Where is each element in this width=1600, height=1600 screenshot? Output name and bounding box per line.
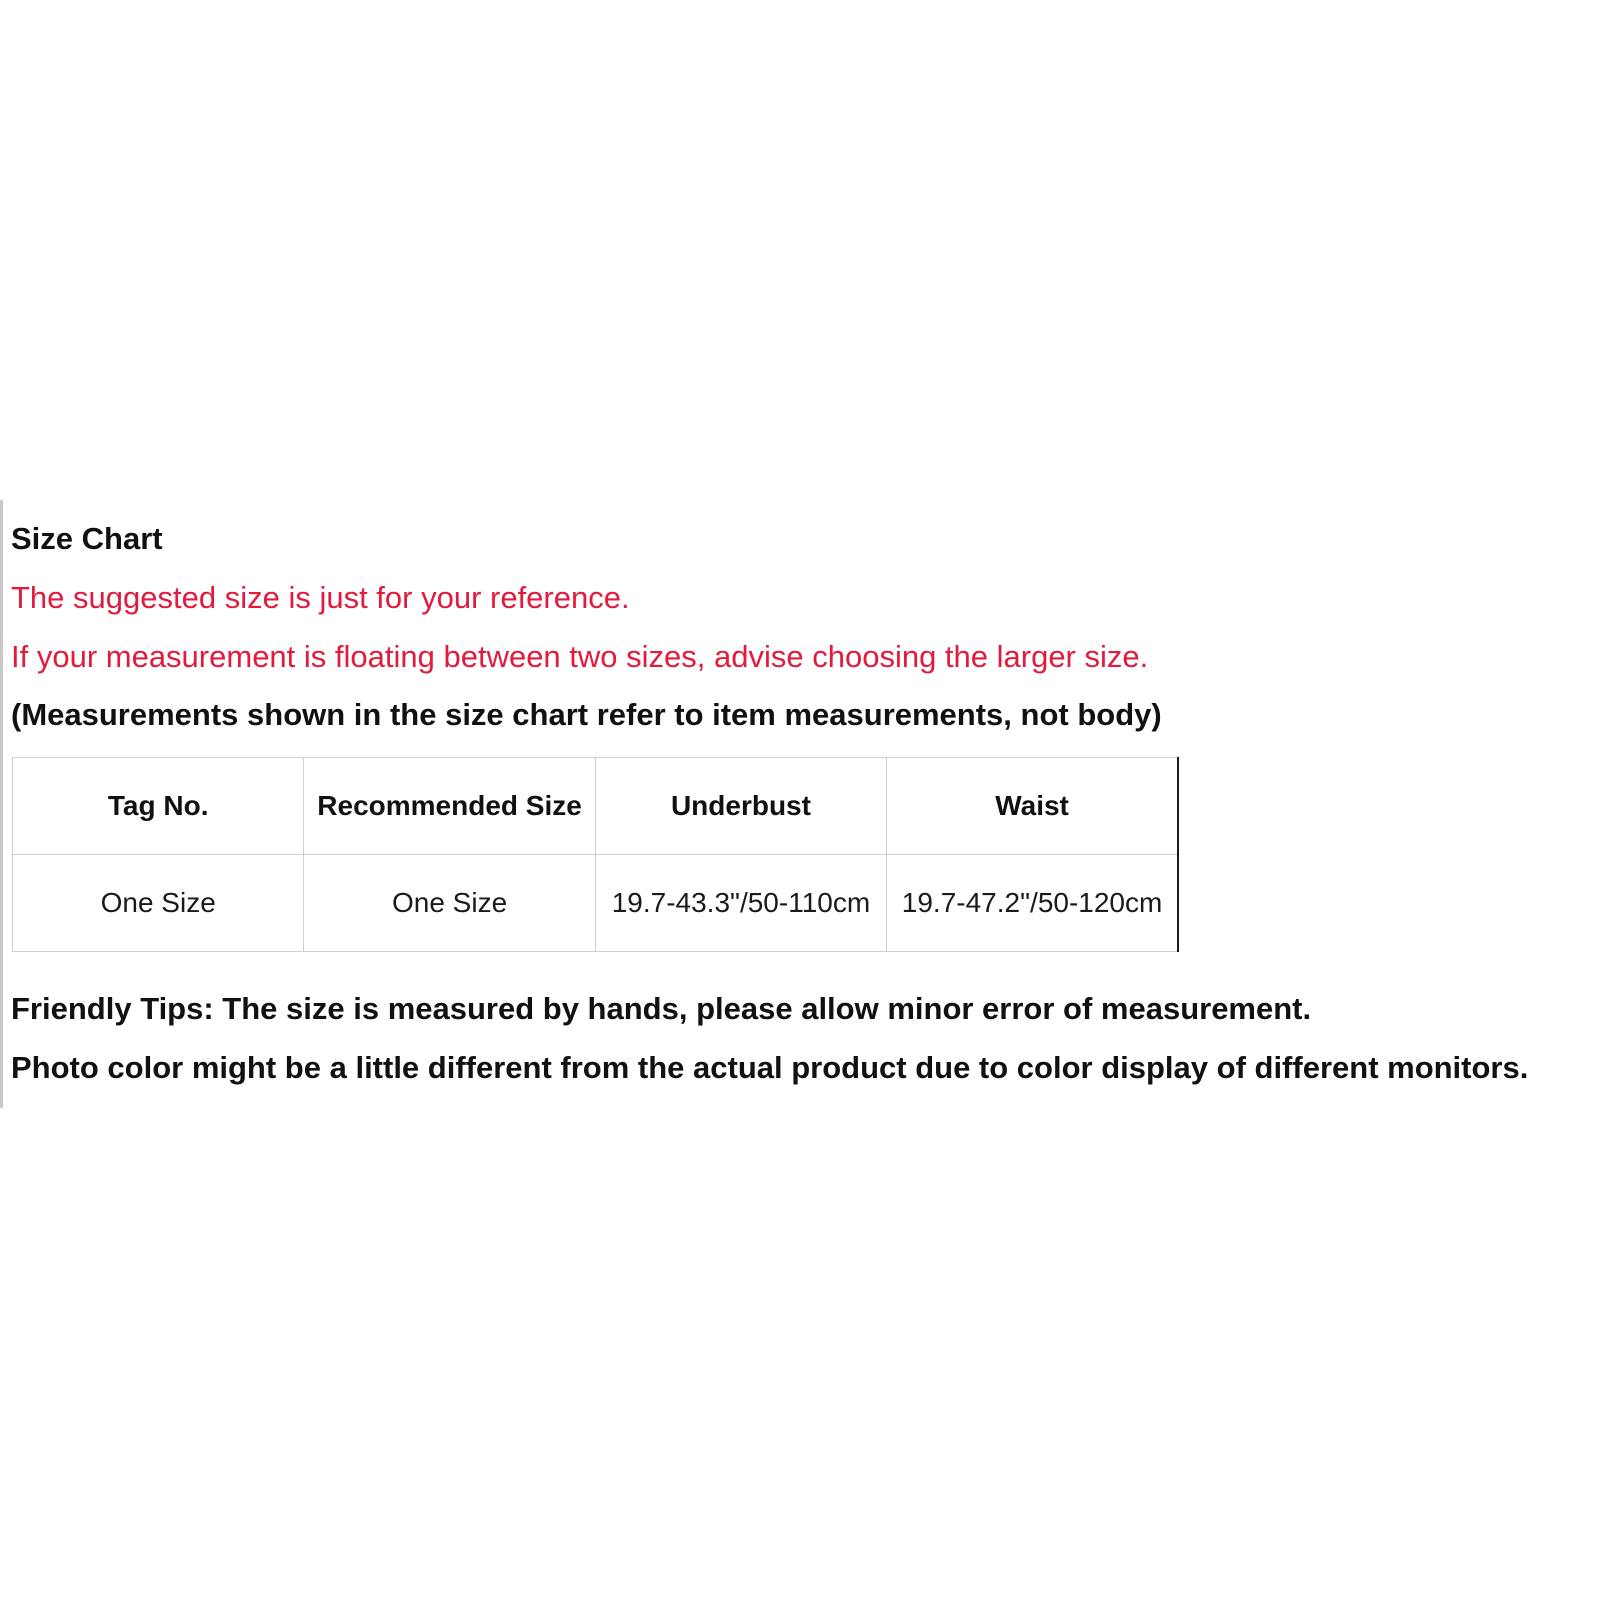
cell-tag-no: One Size xyxy=(13,855,304,952)
table-header-row xyxy=(13,758,1179,855)
column-header-recommended-size: Recommended Size xyxy=(304,758,595,855)
measurement-disclaimer: (Measurements shown in the size chart refer to item measurements, not body) xyxy=(11,697,1162,732)
cell-underbust: 19.7-43.3"/50-110cm xyxy=(595,855,886,952)
size-table xyxy=(12,757,1179,952)
column-header-underbust: Underbust xyxy=(595,758,886,855)
column-header-waist: Waist xyxy=(887,758,1178,855)
cell-waist: 19.7-47.2"/50-120cm xyxy=(887,855,1178,952)
friendly-tip: Friendly Tips: The size is measured by hands, please allow minor error of measurement. xyxy=(11,991,1312,1026)
column-header-tag-no: Tag No. xyxy=(13,758,304,855)
table-row xyxy=(13,855,1179,952)
reference-note: The suggested size is just for your reference. xyxy=(11,580,630,615)
cell-recommended-size: One Size xyxy=(304,855,595,952)
size-chart-panel xyxy=(0,500,1600,1108)
photo-color-tip: Photo color might be a little different from the actual product due to color display of different monitors. xyxy=(11,1050,1529,1085)
page-title: Size Chart xyxy=(11,521,163,556)
sizing-advice-note: If your measurement is floating between two sizes, advise choosing the larger size. xyxy=(11,639,1149,674)
